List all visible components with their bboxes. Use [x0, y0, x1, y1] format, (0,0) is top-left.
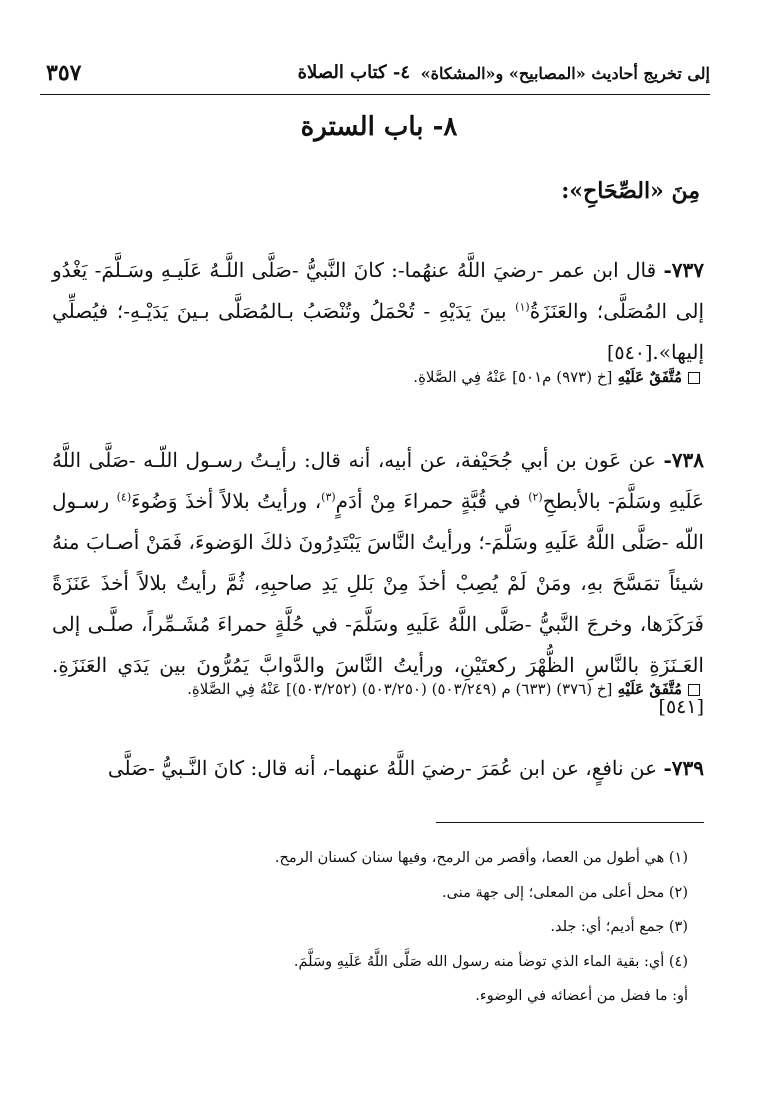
- hadith-text: عن عَون بن أبي جُحَيْفة، عن أبيه، أنه قال: رأيـتُ رسـول اللّـه -صَلَّى اللَّهُ عَلَيهِ وسَلَّمَ- بالأبطحِ: [52, 448, 704, 513]
- square-bullet-icon: [688, 372, 700, 384]
- hadith-reference: [٥٤١]: [658, 696, 704, 718]
- takhrij-line: [50, 680, 700, 698]
- footnote-4-continued: أو: ما فضل من أعضائه في الوضوء.: [475, 988, 688, 1004]
- hadith-739: [52, 748, 704, 789]
- hadith-text: في قُبَّةٍ حمراءَ مِنْ أدَمٍ: [335, 489, 521, 513]
- hadith-number: ٧٣٩-: [663, 756, 704, 780]
- footnote-4: (٤) أي: بقية الماء الذي توضأ منه رسول الله صَلَّى اللَّهُ عَلَيهِ وسَلَّمَ.: [293, 953, 688, 970]
- footnote-marker: (١): [515, 300, 530, 314]
- footnote-marker: (٣): [321, 490, 336, 504]
- hadith-text: رسـول اللّه -صَلَّى اللَّهُ عَلَيهِ وسَلَّمَ-؛ ورأيتُ النَّاسَ يَبْتَدِرُونَ ذلكَ الوَضوءَ، فَمَنْ أصـابَ منهُ شيئاً تمَسَّحَ بهِ، ومَنْ لَمْ يُصِبْ أخذَ مِنْ بَللِ يَدِ صاحبِهِ، ثُمَّ رأيتُ بلالاً أخذَ عَنَزَةً فَرَكَزَها، وخرجَ النَّبيُّ -صَلَّى اللَّهُ عَلَيهِ وسَلَّمَ- في حُلَّةٍ حمراءَ مُشَـمِّراً، صلَّـى إلى العَـنَزَةِ بالنَّاسِ الظُّهْرَ ركعتَيْنِ، ورأيتُ النَّاسَ والدَّوابَّ يَمُرُّونَ بين يَدَي العَنَزَةِ.: [52, 489, 704, 677]
- footnote-divider: [436, 822, 704, 823]
- section-title: ٨- باب السترة: [300, 112, 458, 142]
- hadith-number: ٧٣٨-: [663, 448, 704, 472]
- running-header: [40, 60, 710, 95]
- hadith-reference: [٥٤٠]: [606, 342, 653, 364]
- hadith-text: قال ابن عمر -رضيَ اللَّهُ عنهُما-: كانَ النَّبيُّ -صَلَّى اللَّـهُ عَلَيـهِ وسَـلَّمَ- يَغْدُو إلى المُصَلَّى؛ والعَنَزَةُ: [52, 258, 704, 323]
- hadith-text: بينَ يَدَيْهِ - تُحْمَلُ وتُنْصَبُ بـالمُصَلَّى بـينَ يَدَيْـهِ-؛ فيُصلِّي إليها».: [52, 299, 704, 364]
- takhrij-line: [50, 368, 700, 386]
- page-number: ٣٥٧: [46, 60, 82, 86]
- chapter-title: ٤- كتاب الصلاة: [297, 62, 410, 83]
- footnote-2: (٢) محل أعلى من المعلى؛ إلى جهة منى.: [442, 884, 688, 901]
- hadith-737: [52, 250, 704, 374]
- square-bullet-icon: [688, 684, 700, 696]
- footnote-1: (١) هي أطول من العصا، وأقصر من الرمح، وفيها سنان كسنان الرمح.: [274, 850, 688, 866]
- book-reference: إلى تخريج أحاديث «المصابيح» و«المشكاة»: [420, 64, 710, 83]
- takhrij-reference: [خ (٩٧٣) م٥٠١] عَنْهُ فِي الصَّلاةِ.: [413, 368, 613, 386]
- hadith-text: ، ورأيتُ بلالاً أخذَ وَضُوءَ: [131, 489, 322, 513]
- takhrij-label: مُتَّفَقٌ عَلَيْهِ: [617, 368, 682, 386]
- source-heading: مِنَ «الصِّحَاحِ»:: [561, 178, 700, 204]
- footnotes: [48, 848, 688, 1021]
- takhrij-reference: [خ (٣٧٦) (٦٣٣) م (٥٠٣/٢٤٩) (٥٠٣/٢٥٠) (٥٠٣/٢٥٢)] عَنْهُ فِي الصَّلاةِ.: [187, 680, 613, 698]
- footnote-marker: (٢): [528, 490, 543, 504]
- footnote-marker: (٤): [116, 490, 132, 504]
- takhrij-label: مُتَّفَقٌ عَلَيْهِ: [617, 680, 682, 698]
- footnote-3: (٣) جمع أديم؛ أي: جلد.: [550, 919, 688, 935]
- hadith-text: عن نافعٍ، عن ابن عُمَرَ -رضيَ اللَّهُ عنهما-، أنه قال: كانَ النَّـبيُّ -صَلَّى: [107, 756, 658, 780]
- hadith-number: ٧٣٧-: [663, 258, 705, 282]
